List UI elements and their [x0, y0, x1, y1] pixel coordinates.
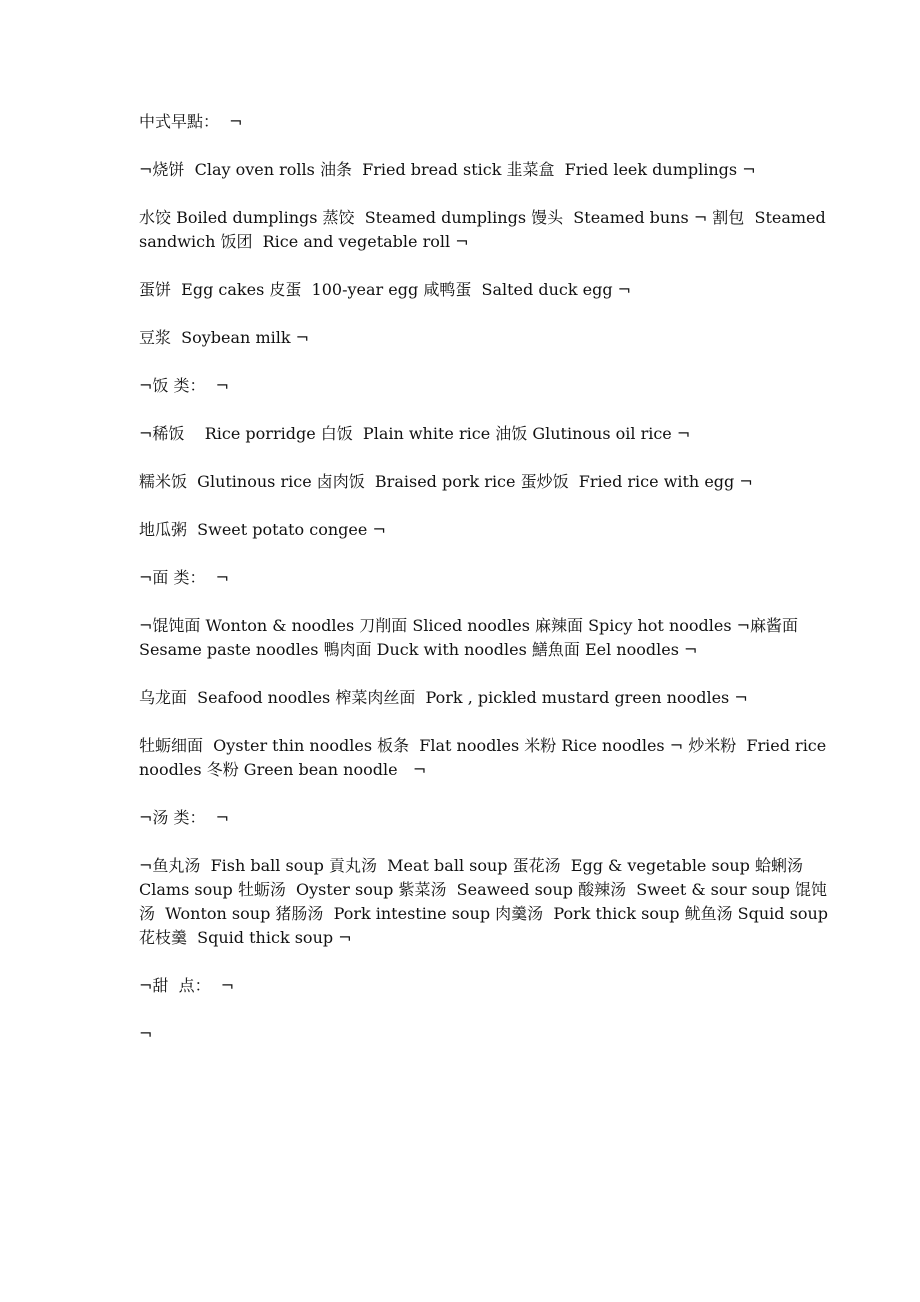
heading-chinese-breakfast: 中式早點： ¬ — [139, 112, 243, 131]
paragraph-noodles-2: 乌龙面 Seafood noodles 榨菜肉丝面 Pork , pickled mustard green noodles ¬ — [139, 688, 748, 707]
paragraph-breakfast-2: 水饺 Boiled dumplings 蒸饺 Steamed dumplings 馒头 Steamed buns ¬ 割包 Steamed sandwich 饭团 Rice and vegetable roll ¬ — [139, 208, 831, 251]
heading-noodles: ¬面 类： ¬ — [139, 568, 230, 587]
document-body — [139, 110, 834, 1070]
heading-rice: ¬饭 类： ¬ — [139, 376, 230, 395]
paragraph-breakfast-1: ¬烧饼 Clay oven rolls 油条 Fried bread stick 韭菜盒 Fried leek dumplings ¬ — [139, 160, 756, 179]
paragraph-rice-2: 糯米饭 Glutinous rice 卤肉饭 Braised pork rice 蛋炒饭 Fried rice with egg ¬ — [139, 472, 753, 491]
paragraph-rice-3: 地瓜粥 Sweet potato congee ¬ — [139, 520, 386, 539]
paragraph-breakfast-3: 蛋饼 Egg cakes 皮蛋 100-year egg 咸鸭蛋 Salted duck egg ¬ — [139, 280, 632, 299]
heading-soup: ¬汤 类： ¬ — [139, 808, 230, 827]
paragraph-soup-1: ¬鱼丸汤 Fish ball soup 貢丸汤 Meat ball soup 蛋花汤 Egg & vegetable soup 蛤蜊汤 Clams soup 牡蛎汤 Oyster soup 紫菜汤 Seaweed soup 酸辣汤 Sweet & sour soup 馄饨汤 Wonton soup 猪肠汤 Pork intestine soup 肉羹汤 Pork thick soup 鱿鱼汤 Squid soup 花枝羹 Squid thick soup ¬ — [139, 856, 834, 947]
paragraph-end-mark: ¬ — [139, 1024, 153, 1043]
paragraph-noodles-3: 牡蛎细面 Oyster thin noodles 板条 Flat noodles 米粉 Rice noodles ¬ 炒米粉 Fried rice noodles 冬粉 Green bean noodle ¬ — [139, 736, 832, 779]
heading-dessert: ¬甜 点： ¬ — [139, 976, 235, 995]
paragraph-noodles-1: ¬馄饨面 Wonton & noodles 刀削面 Sliced noodles 麻辣面 Spicy hot noodles ¬麻酱面 Sesame paste noodles 鴨肉面 Duck with noodles 鱔魚面 Eel noodles ¬ — [139, 616, 809, 659]
paragraph-breakfast-4: 豆浆 Soybean milk ¬ — [139, 328, 310, 347]
paragraph-rice-1: ¬稀饭 Rice porridge 白饭 Plain white rice 油饭 Glutinous oil rice ¬ — [139, 424, 691, 443]
